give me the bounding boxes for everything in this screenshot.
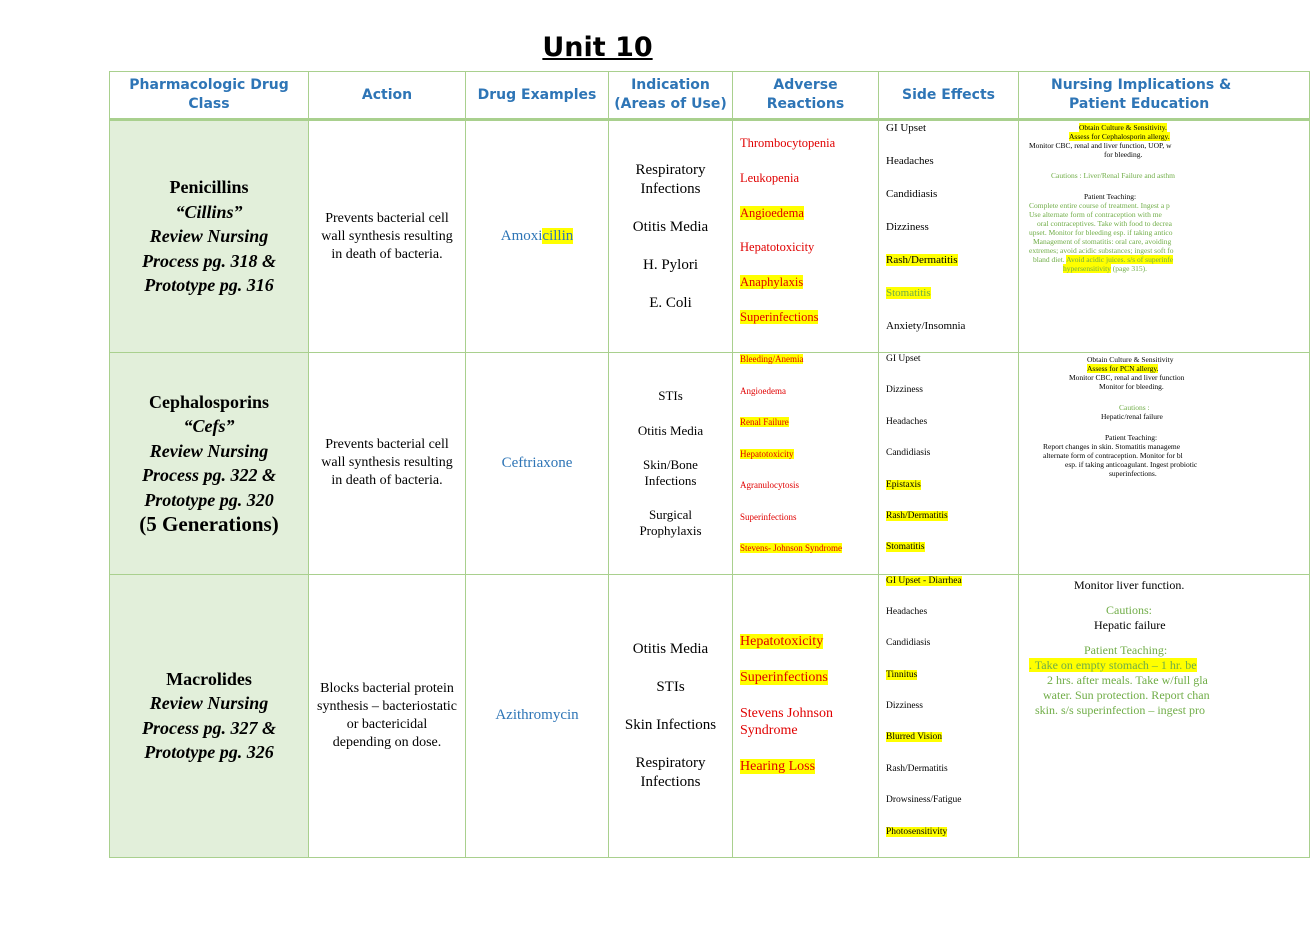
- indication-cell: [609, 353, 733, 575]
- indication-item: Otitis Media: [632, 640, 709, 657]
- nursing-cautions: Cautions:: [1106, 602, 1153, 617]
- table-row: [110, 574, 1310, 858]
- side-effects-cell: [879, 353, 1019, 575]
- nursing-teaching-head: Patient Teaching:: [1105, 433, 1158, 442]
- nursing-teaching-head: Patient Teaching:: [1084, 192, 1137, 201]
- adverse-item: Superinfections: [740, 309, 819, 324]
- nursing-line: . Take on empty stomach – 1 hr. be: [1029, 657, 1197, 672]
- nursing-line: upset. Monitor for bleeding esp. if taking antico: [1029, 228, 1173, 237]
- side-effect-item: Drowsiness/Fatigue: [886, 795, 962, 806]
- adverse-item: Bleeding/Anemia: [740, 354, 804, 364]
- side-effect-item: GI Upset: [886, 122, 927, 134]
- example-part: Amoxi: [500, 228, 543, 244]
- nursing-line: bland diet. Avoid acidic juices. s/s of superinfe: [1033, 255, 1174, 264]
- nursing-cell: [1019, 353, 1310, 575]
- side-effect-item: GI Upset: [886, 354, 921, 364]
- action-cell: Prevents bacterial cell wall synthesis resulting in death of bacteria.: [309, 120, 466, 353]
- nursing-line: Management of stomatitis: oral care, avoiding: [1033, 237, 1172, 246]
- side-effect-item: Rash/Dermatitis: [886, 510, 948, 521]
- nursing-teaching-head: Patient Teaching:: [1084, 642, 1168, 657]
- adverse-item: Agranulocytosis: [740, 480, 799, 490]
- nursing-line: for bleeding.: [1104, 150, 1143, 159]
- side-effect-item: Stomatitis: [886, 542, 925, 553]
- drug-class-cell: [110, 120, 309, 353]
- indication-item: STIs: [656, 678, 685, 695]
- class-nickname: “Cefs”: [183, 416, 235, 437]
- class-ref: Prototype pg. 320: [144, 489, 274, 510]
- nursing-line: Assess for Cephalosporin allergy.: [1069, 132, 1170, 141]
- class-ref: Review Nursing: [149, 693, 269, 714]
- side-effect-item: Headaches: [886, 606, 928, 617]
- side-effect-item: Anxiety/Insomnia: [886, 320, 966, 332]
- adverse-item: Hepatotoxicity: [740, 240, 815, 255]
- class-name: Penicillins: [169, 177, 249, 198]
- indication-item: E. Coli: [649, 294, 692, 311]
- page-title: Unit 10: [542, 32, 653, 63]
- adverse-item: Hepatotoxicity: [740, 448, 794, 459]
- class-name: Cephalosporins: [148, 391, 270, 412]
- class-ref: Process pg. 322 &: [142, 465, 276, 486]
- nursing-line: Obtain Culture & Sensitivity.: [1079, 123, 1167, 132]
- header-drug-class: Pharmacologic Drug Class: [110, 72, 309, 120]
- nursing-line: Hepatic/renal failure: [1101, 412, 1163, 421]
- indication-cell: [609, 574, 733, 858]
- class-ref: Review Nursing: [149, 226, 269, 247]
- indication-item: STIs: [658, 388, 683, 404]
- indication-item: Surgical Prophylaxis: [639, 507, 702, 538]
- nursing-line: Monitor for bleeding.: [1099, 382, 1164, 391]
- side-effect-item: Candidiasis: [886, 448, 931, 459]
- nursing-line: superinfections.: [1109, 469, 1157, 478]
- nursing-line: Report changes in skin. Stomatitis manageme: [1043, 442, 1181, 451]
- adverse-item: Anaphylaxis: [740, 275, 804, 290]
- drug-table-container: [109, 71, 1232, 837]
- indication-item: Respiratory Infections: [635, 754, 706, 790]
- header-indication: [609, 72, 733, 120]
- side-effect-item: Epistaxis: [886, 479, 921, 490]
- nursing-line: skin. s/s superinfection – ingest pro: [1035, 702, 1205, 717]
- nursing-cautions: Cautions :: [1119, 403, 1150, 412]
- header-action: Action: [309, 72, 466, 120]
- action-cell: Blocks bacterial protein synthesis – bacteriostatic or bactericidal depending on dose.: [309, 574, 466, 858]
- side-effect-item: Dizziness: [886, 221, 929, 233]
- nursing-line: Monitor liver function.: [1074, 577, 1185, 592]
- nursing-line: Complete entire course of treatment. Ingest a p: [1029, 201, 1170, 210]
- side-effect-item: Candidiasis: [886, 188, 938, 200]
- side-effect-item: Dizziness: [886, 701, 923, 712]
- table-row: [110, 120, 1310, 353]
- class-ref: Review Nursing: [149, 440, 269, 461]
- nursing-line: Monitor CBC, renal and liver function, UOP, w: [1029, 141, 1172, 150]
- adverse-item: Hearing Loss: [740, 758, 816, 774]
- adverse-item: Renal Failure: [740, 417, 789, 427]
- side-effect-item: Photosensitivity: [886, 826, 948, 837]
- example-part-highlight: cillin: [542, 228, 574, 244]
- nursing-line: hypersensitivity (page 315).: [1063, 264, 1147, 273]
- drug-class-cell: [110, 574, 309, 858]
- example-cell: Ceftriaxone: [466, 353, 609, 575]
- side-effect-item: Stomatitis: [886, 287, 931, 299]
- adverse-cell: [733, 120, 879, 353]
- class-ref: Prototype pg. 326: [144, 742, 274, 763]
- header-nursing: [1019, 72, 1310, 120]
- side-effect-item: Blurred Vision: [886, 732, 942, 743]
- nursing-line: water. Sun protection. Report chan: [1043, 687, 1210, 702]
- header-side-effects: Side Effects: [879, 72, 1019, 120]
- adverse-cell: [733, 353, 879, 575]
- adverse-item: Stevens- Johnson Syndrome: [740, 543, 842, 553]
- indication-cell: [609, 120, 733, 353]
- header-nursing-line2: Patient Education: [1069, 96, 1210, 112]
- indication-item: Skin/Bone Infections: [643, 457, 698, 488]
- nursing-line: 2 hrs. after meals. Take w/full gla: [1047, 672, 1208, 687]
- adverse-item: Hepatotoxicity: [740, 633, 824, 649]
- class-name: Macrolides: [166, 668, 252, 689]
- indication-item: Otitis Media: [637, 422, 704, 438]
- nursing-line: Hepatic failure: [1094, 617, 1166, 632]
- side-effect-item: Rash/Dermatitis: [886, 763, 948, 774]
- header-indication-line2: (Areas of Use): [614, 96, 727, 112]
- adverse-item: Angioedema: [740, 385, 786, 396]
- side-effect-item: Candidiasis: [886, 638, 931, 649]
- nursing-line: oral contraceptives. Take with food to decrea: [1037, 219, 1172, 228]
- adverse-item: Thrombocytopenia: [740, 136, 836, 150]
- side-effect-item: GI Upset - Diarrhea: [886, 575, 962, 586]
- nursing-cell: [1019, 574, 1310, 858]
- side-effects-cell: [879, 120, 1019, 353]
- side-effect-item: Headaches: [886, 416, 928, 427]
- header-adverse: Adverse Reactions: [733, 72, 879, 120]
- indication-item: Skin Infections: [624, 716, 717, 733]
- class-nickname: “Cillins”: [175, 201, 243, 222]
- header-indication-line1: Indication: [631, 77, 710, 93]
- header-row: [110, 72, 1310, 120]
- adverse-item: Superinfections: [740, 669, 828, 685]
- header-nursing-line1: Nursing Implications &: [1051, 77, 1232, 93]
- example-cell: [466, 120, 609, 353]
- side-effect-item: Rash/Dermatitis: [886, 254, 958, 266]
- nursing-line: Assess for PCN allergy.: [1087, 364, 1159, 373]
- class-extra: (5 Generations): [139, 512, 279, 537]
- nursing-line: Monitor CBC, renal and liver function: [1069, 373, 1185, 382]
- header-examples: Drug Examples: [466, 72, 609, 120]
- class-ref: Process pg. 327 &: [142, 717, 276, 738]
- action-cell: Prevents bacterial cell wall synthesis resulting in death of bacteria.: [309, 353, 466, 575]
- adverse-item: Stevens Johnson Syndrome: [740, 705, 833, 738]
- nursing-line: alternate form of contraception. Monitor for bl: [1043, 451, 1183, 460]
- indication-item: H. Pylori: [642, 256, 698, 273]
- side-effects-cell: [879, 574, 1019, 858]
- example-cell: Azithromycin: [466, 574, 609, 858]
- side-effect-item: Dizziness: [886, 385, 923, 396]
- nursing-line: Use alternate form of contraception with me: [1029, 210, 1162, 219]
- indication-item: Respiratory Infections: [635, 161, 706, 197]
- side-effect-item: Tinnitus: [886, 669, 918, 680]
- side-effect-item: Headaches: [886, 155, 934, 167]
- indication-item: Otitis Media: [632, 218, 709, 235]
- adverse-item: Leukopenia: [740, 170, 800, 185]
- drug-class-cell: [110, 353, 309, 575]
- nursing-cautions: Cautions : Liver/Renal Failure and asthm: [1051, 171, 1175, 180]
- nursing-line: esp. if taking anticoagulant. Ingest probiotic: [1065, 460, 1198, 469]
- nursing-line: extremes; avoid acidic substances; ingest soft fo: [1029, 246, 1174, 255]
- adverse-item: Angioedema: [740, 205, 804, 220]
- nursing-line: Obtain Culture & Sensitivity: [1087, 355, 1174, 364]
- table-row: [110, 353, 1310, 575]
- nursing-cell: [1019, 120, 1310, 353]
- adverse-item: Superinfections: [740, 511, 797, 522]
- drug-table: [109, 71, 1310, 858]
- class-ref: Prototype pg. 316: [144, 275, 274, 296]
- adverse-cell: [733, 574, 879, 858]
- class-ref: Process pg. 318 &: [142, 250, 276, 271]
